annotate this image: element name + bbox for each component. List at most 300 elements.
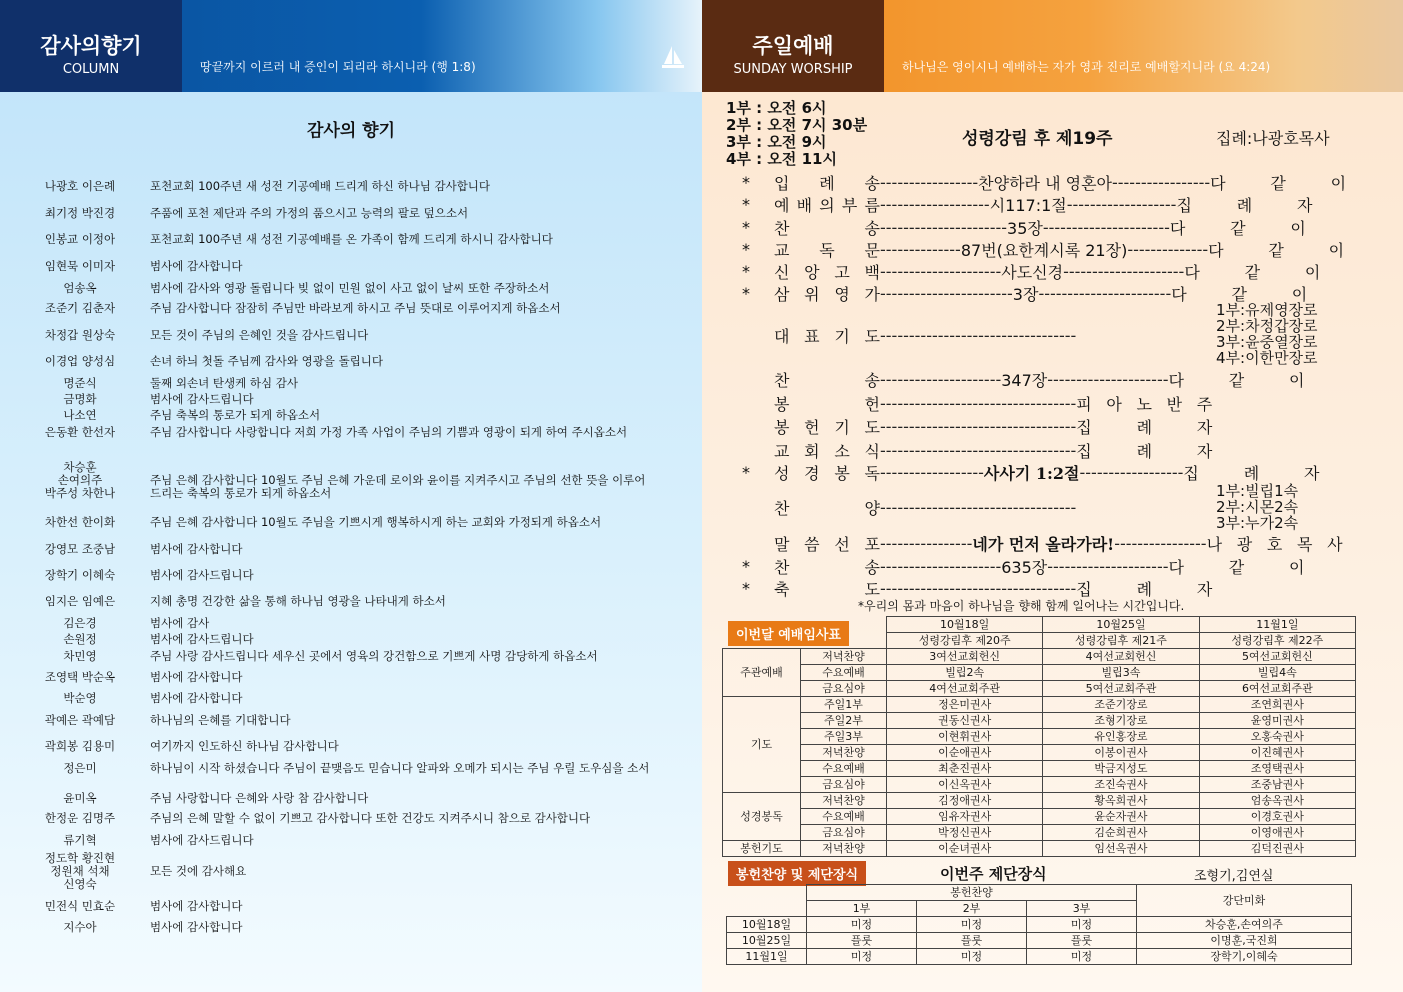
stand-mark: * — [742, 218, 750, 237]
dash-leader: ---------------------------------- — [880, 417, 1077, 436]
order-item — [742, 216, 1306, 239]
duty-cell: 4여선교회주관 — [887, 681, 1043, 697]
right-verse: 하나님은 영이시니 예배하는 자가 영과 진리로 예배할지니라 (요 4:24) — [902, 60, 1271, 74]
week-header: 성령강림후 제20주 — [887, 633, 1043, 649]
duty-cell: 엄송옥권사 — [1199, 793, 1355, 809]
dash-leader: ------------------- — [880, 195, 990, 214]
gratitude-text: 포천교회 100주년 새 성전 기공예배를 온 가족이 함께 드리게 하시니 감사합니다 — [150, 232, 553, 246]
sunday-title: 성령강림 후 제19주 — [962, 129, 1113, 149]
order-label: 교 회 소 식 — [774, 442, 880, 461]
gratitude-text: 범사에 감사합니다 — [150, 259, 243, 273]
duty-cell: 임선옥권사 — [1043, 841, 1199, 857]
offering-head: 봉헌찬양 — [807, 885, 1137, 901]
gratitude-text: 포천교회 100주년 새 성전 기공예배 드리게 하신 하나님 감사합니다 — [150, 179, 491, 193]
gratitude-entry — [20, 461, 660, 500]
gratitude-entry — [20, 852, 660, 891]
duty-row — [723, 793, 1356, 809]
duty-cell: 4여선교회헌신 — [1043, 649, 1199, 665]
column-title: 감사의향기 — [40, 34, 142, 58]
duty-group: 성경봉독 — [723, 793, 801, 841]
offering-cell: 11월1일 — [727, 949, 807, 965]
dash-leader: ---------------------- — [1042, 218, 1170, 237]
gratitude-entry — [20, 921, 660, 934]
stand-mark: * — [742, 557, 750, 576]
duty-service: 수요예배 — [801, 665, 887, 681]
gratitude-text: 주님 은혜 감사합니다 10월도 주님을 기쁘시게 행복하시게 하는 교회와 가정되게 하옵소서 — [150, 515, 602, 529]
gratitude-text: 주님 감사합니다 사랑합니다 저희 가정 가족 사업이 주님의 기쁨과 영광이 되게 하여 주시옵소서 — [150, 425, 628, 439]
donor-name: 정은미 — [63, 761, 97, 775]
gratitude-entry — [20, 302, 660, 315]
duty-service: 금요심야 — [801, 825, 887, 841]
order-label: 봉 헌 — [774, 395, 880, 414]
dash-leader: ---------------------------------- — [880, 441, 1077, 460]
gratitude-text: 손녀 하늬 첫돌 주님께 감사와 영광을 돌립니다 — [150, 354, 384, 368]
duty-cell: 빌립3속 — [1043, 665, 1199, 681]
order-content: 635장 — [1001, 558, 1048, 577]
duty-row — [723, 729, 1356, 745]
donor-name: 곽희봉 김용미 — [44, 739, 116, 753]
page-title: 감사의 향기 — [306, 121, 396, 141]
order-item — [742, 193, 1312, 216]
order-label: 예 배 의 부 름 — [774, 196, 880, 215]
dash-leader: ---------------------- — [880, 218, 1008, 237]
order-leader: 집 례 자 — [1076, 442, 1213, 461]
duty-service: 주일2부 — [801, 713, 887, 729]
offering-cell: 미정 — [1027, 917, 1137, 933]
donor-name: 나소연 — [63, 408, 97, 422]
gratitude-entry — [20, 834, 660, 847]
choir-item: 1부:빌립1속 — [1216, 482, 1299, 500]
week-header: 성령강림후 제22주 — [1199, 633, 1355, 649]
donor-name: 손원정 — [63, 632, 97, 646]
gratitude-text: 범사에 감사와 영광 돌립니다 빚 없이 민원 없이 사고 없이 날씨 또한 주장하소서 — [150, 281, 550, 295]
duty-cell: 6여선교회주관 — [1199, 681, 1355, 697]
order-item — [742, 238, 1344, 261]
duty-row — [723, 841, 1356, 857]
gratitude-entry — [20, 617, 660, 630]
donor-name: 차정갑 원상숙 — [44, 328, 116, 342]
service-time: 1부 : 오전 6시 — [726, 99, 827, 117]
dash-leader: -------------- — [880, 240, 961, 259]
gratitude-entry — [20, 740, 660, 753]
order-item — [742, 368, 1305, 391]
gratitude-entry — [20, 516, 660, 529]
duty-cell: 3여선교회헌신 — [887, 649, 1043, 665]
duty-service: 저녁찬양 — [801, 649, 887, 665]
order-leader: 다 같 이 — [1171, 285, 1308, 304]
duty-cell: 박금지성도 — [1043, 761, 1199, 777]
duty-cell: 빌립2속 — [887, 665, 1043, 681]
duty-cell: 조영택권사 — [1199, 761, 1355, 777]
duty-row — [723, 665, 1356, 681]
gratitude-entry — [20, 282, 660, 295]
prayer-item: 3부:윤중열장로 — [1216, 333, 1318, 351]
gratitude-text: 주님 축복의 통로가 되게 하옵소서 — [150, 408, 321, 422]
dash-leader: ---------------------------------- — [880, 394, 1077, 413]
duty-cell: 이진혜권사 — [1199, 745, 1355, 761]
gratitude-text: 주님 감사합니다 잠잠히 주님만 바라보게 하시고 주님 뜻대로 이루어지게 하옵소서 — [150, 301, 561, 315]
gratitude-text: 주님 사랑 감사드립니다 세우신 곳에서 영육의 강건함으로 기쁘게 사명 감당하게 하옵소서 — [150, 649, 598, 663]
sailboat-icon — [660, 44, 686, 70]
gratitude-text: 주님 은혜 감사합니다 10월도 주님 은혜 가운데 로이와 윤이를 지켜주시고 주님의 선한 뜻을 이루어 드리는 축복의 통로가 되게 하옵소서 — [150, 473, 646, 500]
gratitude-entry — [20, 633, 660, 646]
part-head: 2부 — [917, 901, 1027, 917]
duty-service: 저녁찬양 — [801, 793, 887, 809]
duty-service: 저녁찬양 — [801, 841, 887, 857]
duty-cell: 이현휘권사 — [887, 729, 1043, 745]
stand-mark: * — [742, 463, 750, 482]
gratitude-entry — [20, 692, 660, 705]
duty-cell: 정은미권사 — [887, 697, 1043, 713]
order-item — [742, 415, 1212, 438]
offering-row — [727, 933, 1352, 949]
order-leader: 다 같 이 — [1208, 241, 1345, 260]
duty-cell: 오홍숙권사 — [1199, 729, 1355, 745]
dash-leader: ---------------- — [1114, 534, 1207, 553]
altar-label: 이번주 제단장식 — [940, 865, 1047, 883]
duty-cell: 이순녀권사 — [887, 841, 1043, 857]
duty-cell: 5여선교회주관 — [1043, 681, 1199, 697]
duty-cell: 윤순자권사 — [1043, 809, 1199, 825]
order-label: 찬 송 — [774, 371, 880, 390]
left-verse: 땅끝까지 이르러 내 증인이 되리라 하시니라 (행 1:8) — [200, 60, 476, 74]
gratitude-entry — [20, 650, 660, 663]
duty-service: 금요심야 — [801, 777, 887, 793]
gratitude-entry — [20, 762, 660, 775]
duty-group: 봉헌기도 — [723, 841, 801, 857]
duty-cell: 윤영미권사 — [1199, 713, 1355, 729]
duty-service: 수요예배 — [801, 761, 887, 777]
order-label: 신 앙 고 백 — [774, 263, 880, 282]
duty-cell: 유인홍장로 — [1043, 729, 1199, 745]
duty-row — [723, 681, 1356, 697]
gratitude-text: 범사에 감사합니다 — [150, 670, 243, 684]
gratitude-entry — [20, 900, 660, 913]
order-item — [742, 324, 1076, 347]
dash-leader: ------------------ — [1079, 463, 1184, 482]
offering-title: 봉헌찬양 및 제단장식 — [728, 861, 866, 886]
order-label: 성 경 봉 독 — [774, 464, 880, 483]
duty-cell: 최춘진권사 — [887, 761, 1043, 777]
order-content: 찬양하라 내 영혼아 — [978, 174, 1112, 193]
duty-cell: 권동신권사 — [887, 713, 1043, 729]
gratitude-text: 범사에 감사드립니다 — [150, 632, 254, 646]
gratitude-text: 둘째 외손녀 탄생케 하심 감사 — [150, 376, 298, 390]
order-item — [742, 461, 1319, 484]
duty-cell: 이영애권사 — [1199, 825, 1355, 841]
gratitude-entry — [20, 393, 660, 406]
donor-name: 임지은 임예은 — [44, 594, 116, 608]
donor-name: 조준기 김춘자 — [44, 301, 116, 315]
donor-name: 류기혁 — [63, 833, 97, 847]
order-content: 네가 먼저 올라가라! — [972, 535, 1115, 554]
dash-leader: ------------------ — [880, 463, 984, 482]
dash-leader: ----------------------- — [880, 284, 1013, 303]
offering-table — [726, 884, 1352, 965]
order-item — [742, 532, 1343, 555]
gratitude-entry — [20, 426, 660, 439]
gratitude-text: 범사에 감사드립니다 — [150, 568, 254, 582]
order-item — [742, 439, 1212, 462]
dash-leader: ----------------- — [1111, 173, 1211, 192]
duty-cell: 이순애권사 — [887, 745, 1043, 761]
duty-row — [723, 713, 1356, 729]
offering-cell: 미정 — [917, 949, 1027, 965]
gratitude-text: 여기까지 인도하신 하나님 감사합니다 — [150, 739, 339, 753]
gratitude-text: 범사에 감사합니다 — [150, 542, 243, 556]
gratitude-entry — [20, 812, 660, 825]
offering-cell: 미정 — [807, 917, 917, 933]
gratitude-text: 하나님의 은혜를 기대합니다 — [150, 713, 291, 727]
duty-cell: 조중남권사 — [1199, 777, 1355, 793]
dash-leader: ----------------- — [880, 173, 979, 192]
offering-cell: 10월18일 — [727, 917, 807, 933]
flower-head: 강단미화 — [1137, 885, 1352, 917]
order-content: 35장 — [1007, 219, 1043, 238]
donor-name: 차한선 한이화 — [44, 515, 116, 529]
part-head: 3부 — [1027, 901, 1137, 917]
duty-row — [723, 761, 1356, 777]
stand-mark: * — [742, 240, 750, 259]
donor-name: 인봉교 이정아 — [44, 232, 116, 246]
order-item — [742, 496, 1076, 519]
order-label: 찬 양 — [774, 499, 880, 518]
prayer-item: 2부:차정갑장로 — [1216, 317, 1318, 335]
duty-service: 주일3부 — [801, 729, 887, 745]
order-leader: 집 례 자 — [1183, 464, 1320, 483]
gratitude-text: 모든 것이 주님의 은혜인 것을 감사드립니다 — [150, 328, 369, 342]
donor-name: 강영모 조중남 — [44, 542, 116, 556]
duty-cell: 김덕진권사 — [1199, 841, 1355, 857]
order-leader: 집 례 자 — [1076, 418, 1213, 437]
dash-leader: --------------------- — [880, 262, 1002, 281]
order-leader: 집 례 자 — [1076, 580, 1213, 599]
donor-name: 김은경 — [63, 616, 97, 630]
gratitude-entry — [20, 569, 660, 582]
donor-name: 금명화 — [63, 392, 97, 406]
service-time: 3부 : 오전 9시 — [726, 133, 827, 151]
order-label: 찬 송 — [774, 219, 880, 238]
donor-name: 민전식 민효순 — [44, 899, 116, 913]
donor-name: 지수아 — [63, 920, 97, 934]
gratitude-entry — [20, 595, 660, 608]
donor-name: 최기정 박진경 — [44, 206, 116, 220]
order-leader: 다 같 이 — [1184, 263, 1321, 282]
gratitude-text: 모든 것에 감사해요 — [150, 864, 247, 878]
order-item — [742, 171, 1346, 194]
gratitude-entry — [20, 260, 660, 273]
gratitude-text: 범사에 감사 — [150, 616, 210, 630]
duty-service: 수요예배 — [801, 809, 887, 825]
order-label: 축 도 — [774, 580, 880, 599]
order-leader: 피 아 노 반 주 — [1076, 395, 1213, 414]
stand-mark: * — [742, 284, 750, 303]
duty-row — [723, 777, 1356, 793]
stand-mark: * — [742, 173, 750, 192]
gratitude-text: 지혜 총명 건강한 삶을 통해 하나님 영광을 나타내게 하소서 — [150, 594, 446, 608]
donor-name: 차승훈 손여의주 박주성 차한나 — [44, 460, 116, 500]
offering-cell: 미정 — [1027, 949, 1137, 965]
order-item — [742, 392, 1212, 415]
right-header — [702, 0, 1403, 92]
offering-cell: 미정 — [917, 917, 1027, 933]
duty-cell: 이봉이권사 — [1043, 745, 1199, 761]
choir-item: 3부:누가2속 — [1216, 514, 1299, 532]
duty-service: 주일1부 — [801, 697, 887, 713]
offering-cell: 미정 — [807, 949, 917, 965]
choir-item: 2부:시몬2속 — [1216, 498, 1299, 516]
donor-name: 박순영 — [63, 691, 97, 705]
order-item — [742, 555, 1305, 578]
order-content: 사사기 1:2절 — [983, 464, 1080, 483]
duty-row — [723, 649, 1356, 665]
dash-leader: ---------------------------------- — [880, 498, 1077, 517]
offering-row — [727, 917, 1352, 933]
duty-cell: 빌립4속 — [1199, 665, 1355, 681]
gratitude-text: 주님 사랑합니다 은혜와 사랑 참 감사합니다 — [150, 791, 369, 805]
order-leader: 나 광 호 목 사 — [1206, 535, 1343, 554]
date-header: 10월18일 — [887, 617, 1043, 633]
offering-cell: 차승훈,손여의주 — [1137, 917, 1352, 933]
dash-leader: --------------------- — [1047, 557, 1169, 576]
duty-cell: 박정신권사 — [887, 825, 1043, 841]
date-header: 11월1일 — [1199, 617, 1355, 633]
order-label: 대 표 기 도 — [774, 327, 880, 346]
order-label: 교 독 문 — [774, 241, 880, 260]
worship-subtitle: SUNDAY WORSHIP — [733, 62, 853, 77]
offering-cell: 장학기,이혜숙 — [1137, 949, 1352, 965]
standing-note: *우리의 몸과 마음이 하나님을 향해 함께 일어나는 시간입니다. — [858, 599, 1185, 613]
service-time: 4부 : 오전 11시 — [726, 150, 837, 168]
donor-name: 차민영 — [63, 649, 97, 663]
stand-mark: * — [742, 195, 750, 214]
offering-cell: 10월25일 — [727, 933, 807, 949]
week-header: 성령강림후 제21주 — [1043, 633, 1199, 649]
service-time: 2부 : 오전 7시 30분 — [726, 116, 868, 134]
gratitude-entry — [20, 180, 660, 193]
gratitude-entry — [20, 671, 660, 684]
prayer-item: 1부:유제영장로 — [1216, 301, 1318, 319]
dash-leader: -------------- — [1127, 240, 1209, 259]
duty-row — [723, 809, 1356, 825]
gratitude-entry — [20, 329, 660, 342]
duty-service: 금요심야 — [801, 681, 887, 697]
gratitude-text: 범사에 감사합니다 — [150, 920, 243, 934]
gratitude-text: 범사에 감사합니다 — [150, 899, 243, 913]
order-content: 시117:1절 — [989, 196, 1067, 215]
order-content: 3장 — [1012, 285, 1039, 304]
duty-cell: 조진숙권사 — [1043, 777, 1199, 793]
column-subtitle: COLUMN — [62, 62, 120, 77]
offering-cell: 플룻 — [1027, 933, 1137, 949]
dash-leader: --------------------- — [880, 370, 1002, 389]
offering-row — [727, 949, 1352, 965]
donor-name: 조영택 박순옥 — [44, 670, 116, 684]
date-header: 10월25일 — [1043, 617, 1199, 633]
worship-badge — [702, 0, 884, 92]
worship-title: 주일예배 — [752, 34, 834, 58]
order-leader: 다 같 이 — [1169, 219, 1306, 238]
donor-name: 은동환 한선자 — [44, 425, 116, 439]
stand-mark: * — [742, 579, 750, 598]
duty-cell: 조연희권사 — [1199, 697, 1355, 713]
gratitude-entry — [20, 714, 660, 727]
gratitude-entry — [20, 543, 660, 556]
order-leader: 다 같 이 — [1168, 371, 1305, 390]
offering-cell: 플룻 — [807, 933, 917, 949]
prayer-item: 4부:이한만장로 — [1216, 349, 1318, 367]
part-head: 1부 — [807, 901, 917, 917]
donor-name: 장학기 이혜숙 — [44, 568, 116, 582]
donor-name: 곽예은 곽예담 — [44, 713, 116, 727]
gratitude-entry — [20, 207, 660, 220]
order-label: 말 씀 선 포 — [774, 535, 880, 554]
duty-cell: 임유자권사 — [887, 809, 1043, 825]
donor-name: 한정운 김명주 — [44, 811, 116, 825]
choir-list — [1216, 483, 1298, 531]
duty-service: 저녁찬양 — [801, 745, 887, 761]
duty-table — [722, 616, 1356, 857]
gratitude-text: 범사에 감사드립니다 — [150, 392, 254, 406]
dash-leader: --------------------- — [880, 557, 1002, 576]
duty-cell: 조형기장로 — [1043, 713, 1199, 729]
duty-cell: 이신옥권사 — [887, 777, 1043, 793]
donor-name: 정도학 황진현 정원채 석채 신영숙 — [44, 851, 116, 891]
donor-name: 엄송옥 — [63, 281, 97, 295]
order-leader: 다 같 이 — [1210, 174, 1347, 193]
duty-cell: 조준기장로 — [1043, 697, 1199, 713]
duty-row — [723, 697, 1356, 713]
dash-leader: ---------------------------------- — [880, 579, 1077, 598]
order-label: 찬 송 — [774, 558, 880, 577]
dash-leader: ---------------- — [880, 534, 973, 553]
dash-leader: --------------------- — [1063, 262, 1185, 281]
donor-name: 윤미옥 — [63, 791, 97, 805]
donor-name: 명준식 — [63, 376, 97, 390]
dash-leader: ------------------- — [1066, 195, 1177, 214]
donor-name: 나광호 이은례 — [44, 179, 116, 193]
offering-cell: 플룻 — [917, 933, 1027, 949]
order-leader: 다 같 이 — [1168, 558, 1305, 577]
order-leader: 집 례 자 — [1176, 196, 1313, 215]
gratitude-entry — [20, 355, 660, 368]
gratitude-entry — [20, 377, 660, 390]
order-item — [742, 260, 1320, 283]
duty-cell: 5여선교회헌신 — [1199, 649, 1355, 665]
column-badge — [0, 0, 182, 92]
gratitude-text: 범사에 감사합니다 — [150, 691, 243, 705]
donor-name: 임현묵 이미자 — [44, 259, 116, 273]
left-header — [0, 0, 702, 92]
presider: 집례:나광호목사 — [1216, 129, 1330, 148]
duty-group: 기도 — [723, 697, 801, 793]
gratitude-entry — [20, 233, 660, 246]
duty-row — [723, 825, 1356, 841]
order-content: 347장 — [1001, 371, 1048, 390]
dash-leader: --------------------- — [1047, 370, 1169, 389]
order-content: 사도신경 — [1001, 263, 1064, 282]
dash-leader: ---------------------------------- — [880, 326, 1077, 345]
gratitude-text: 하나님이 시작 하셨습니다 주님이 끝맺음도 믿습니다 알파와 오메가 되시는 주님 우릴 도우심을 소서 — [150, 761, 650, 775]
gratitude-entry — [20, 792, 660, 805]
duty-cell: 이경호권사 — [1199, 809, 1355, 825]
stand-mark: * — [742, 262, 750, 281]
altar-names: 조형기,김연실 — [1194, 869, 1274, 884]
order-label: 봉 헌 기 도 — [774, 418, 880, 437]
order-label: 삼 위 영 가 — [774, 285, 880, 304]
duty-cell: 김순희권사 — [1043, 825, 1199, 841]
order-label: 입 례 송 — [774, 174, 880, 193]
